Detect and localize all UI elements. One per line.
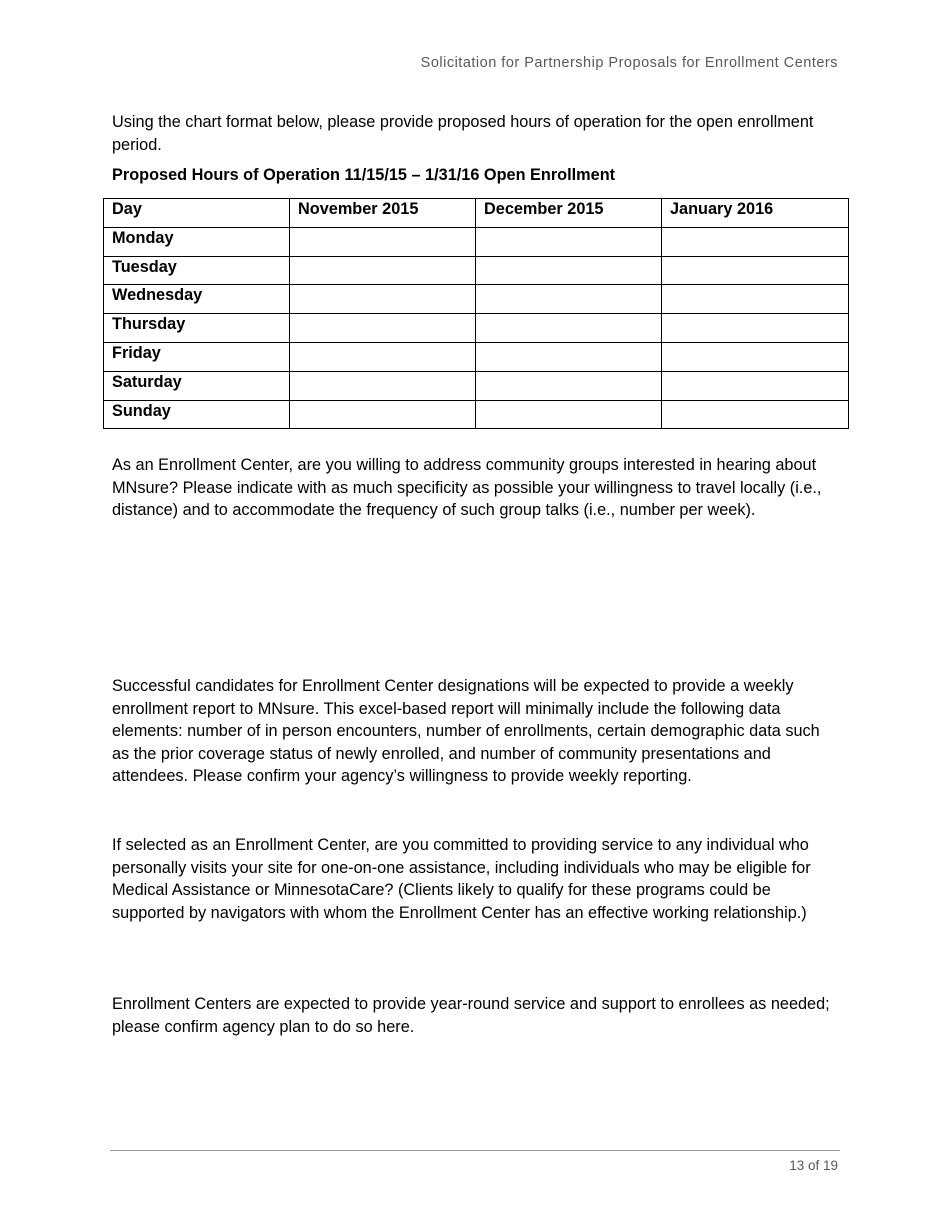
hours-cell <box>476 285 662 314</box>
hours-cell <box>290 256 476 285</box>
weekly-reporting-question: Successful candidates for Enrollment Center designations will be expected to provide a weekly enrollment report to MNsure. This excel-based report will minimally include the following data elements: number of in person encounters, number of enrollments, certain demographic data such as the prior coverage status of newly enrolled, and number of community presentations and attendees. Please confirm your agency’s willingness to provide weekly reporting. <box>112 677 820 785</box>
page-number: 13 of 19 <box>789 1158 838 1173</box>
column-header-day: Day <box>104 199 290 228</box>
page-header: Solicitation for Partnership Proposals for Enrollment Centers <box>420 55 838 71</box>
table-row <box>104 227 849 256</box>
hours-cell <box>662 314 849 343</box>
hours-cell <box>662 400 849 429</box>
table-row <box>104 256 849 285</box>
table-row <box>104 371 849 400</box>
year-round-service-question: Enrollment Centers are expected to provide year-round service and support to enrollees as needed; please confirm agency plan to do so here. <box>112 995 830 1036</box>
table-row <box>104 342 849 371</box>
table-header-row <box>104 199 849 228</box>
day-cell: Sunday <box>104 400 290 429</box>
hours-cell <box>662 256 849 285</box>
hours-cell <box>476 371 662 400</box>
intro-paragraph: Using the chart format below, please provide proposed hours of operation for the open enrollment period. <box>112 113 814 154</box>
hours-cell <box>290 285 476 314</box>
hours-cell <box>476 227 662 256</box>
hours-cell <box>662 342 849 371</box>
table-row <box>104 285 849 314</box>
hours-cell <box>290 342 476 371</box>
hours-cell <box>476 256 662 285</box>
footer-divider <box>110 1150 840 1151</box>
hours-cell <box>290 371 476 400</box>
hours-cell <box>290 314 476 343</box>
column-header-november: November 2015 <box>290 199 476 228</box>
day-cell: Saturday <box>104 371 290 400</box>
table-row <box>104 314 849 343</box>
hours-cell <box>662 371 849 400</box>
day-cell: Thursday <box>104 314 290 343</box>
day-cell: Tuesday <box>104 256 290 285</box>
column-header-december: December 2015 <box>476 199 662 228</box>
hours-cell <box>476 400 662 429</box>
column-header-january: January 2016 <box>662 199 849 228</box>
table-row <box>104 400 849 429</box>
hours-cell <box>290 227 476 256</box>
service-commitment-question: If selected as an Enrollment Center, are you committed to providing service to any individual who personally visits your site for one-on-one assistance, including individuals who may be eligible for Medical Assistance or MinnesotaCare? (Clients likely to qualify for these programs could be supported by navigators with whom the Enrollment Center has an effective working relationship.) <box>112 836 811 922</box>
hours-cell <box>662 285 849 314</box>
hours-cell <box>662 227 849 256</box>
hours-cell <box>476 342 662 371</box>
hours-table <box>103 198 849 429</box>
day-cell: Friday <box>104 342 290 371</box>
table-title: Proposed Hours of Operation 11/15/15 – 1/31/16 Open Enrollment <box>112 166 616 184</box>
hours-cell <box>290 400 476 429</box>
community-groups-question: As an Enrollment Center, are you willing to address community groups interested in hearing about MNsure? Please indicate with as much specificity as possible your willingness to travel locally (i.e., distance) and to accommodate the frequency of such group talks (i.e., number per week). <box>112 456 822 519</box>
day-cell: Wednesday <box>104 285 290 314</box>
day-cell: Monday <box>104 227 290 256</box>
hours-cell <box>476 314 662 343</box>
